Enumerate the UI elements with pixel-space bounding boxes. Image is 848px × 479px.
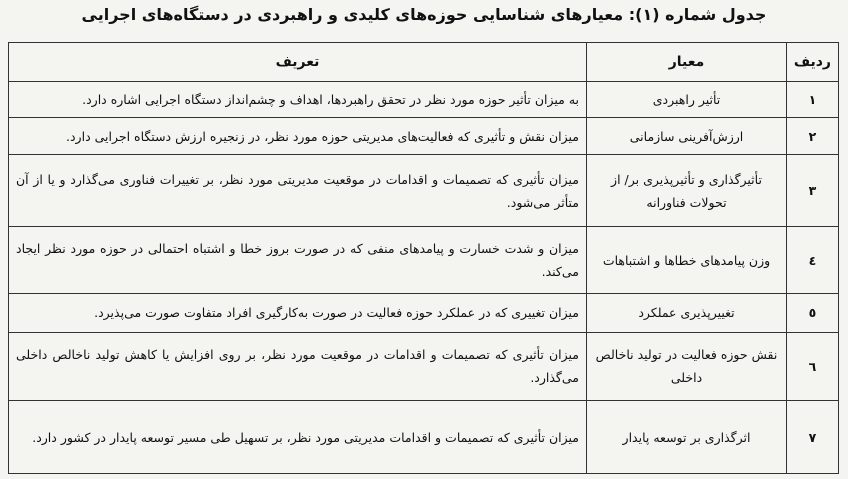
definition-cell: میزان نقش و تأثیری که فعالیت‌های مدیریتی حوزه مورد نظر، در زنجیره ارزش دستگاه اجرایی دارد.: [9, 118, 587, 154]
criteria-table: [8, 42, 839, 474]
table-row: [9, 401, 839, 474]
table-caption: جدول شماره (۱): معیارهای شناسایی حوزه‌های کلیدی و راهبردی در دستگاه‌های اجرایی: [81, 5, 767, 24]
table-row: [9, 118, 839, 154]
definition-cell: میزان و شدت خسارت و پیامدهای منفی که در صورت بروز خطا و اشتباه احتمالی در حوزه مورد نظر ایجاد می‌کند.: [9, 227, 587, 294]
table-row: [9, 332, 839, 401]
table-row: [9, 82, 839, 118]
table-row: [9, 294, 839, 332]
header-definition: تعریف: [9, 43, 587, 82]
header-criterion: معیار: [587, 43, 787, 82]
criterion-cell: تأثیرگذاری و تأثیرپذیری بر/ از تحولات فناورانه: [587, 154, 787, 227]
table-row: [9, 227, 839, 294]
definition-cell: میزان تأثیری که تصمیمات و اقدامات در موقعیت مورد نظر، بر روی افزایش یا کاهش تولید ناخالص داخلی می‌گذارد.: [9, 332, 587, 401]
criterion-cell: تغییرپذیری عملکرد: [587, 294, 787, 332]
definition-cell: میزان تغییری که در عملکرد حوزه فعالیت در صورت به‌کارگیری افراد متفاوت صورت می‌پذیرد.: [9, 294, 587, 332]
definition-cell: میزان تأثیری که تصمیمات و اقدامات در موقعیت مدیریتی مورد نظر، بر تغییرات فناوری می‌گذارد و یا از آن متأثر می‌شود.: [9, 154, 587, 227]
criterion-cell: اثرگذاری بر توسعه پایدار: [587, 401, 787, 474]
row-number: ۲: [787, 118, 839, 154]
row-number: ٤: [787, 227, 839, 294]
definition-cell: به میزان تأثیر حوزه مورد نظر در تحقق راهبردها، اهداف و چشم‌انداز دستگاه اجرایی اشاره دارد.: [9, 82, 587, 118]
row-number: ٦: [787, 332, 839, 401]
row-number: ٥: [787, 294, 839, 332]
table-row: [9, 154, 839, 227]
criterion-cell: نقش حوزه فعالیت در تولید ناخالص داخلی: [587, 332, 787, 401]
criterion-cell: وزن پیامدهای خطاها و اشتباهات: [587, 227, 787, 294]
row-number: ۳: [787, 154, 839, 227]
row-number: ۱: [787, 82, 839, 118]
row-number: ۷: [787, 401, 839, 474]
header-row: [9, 43, 839, 82]
criterion-cell: تأثیر راهبردی: [587, 82, 787, 118]
definition-cell: میزان تأثیری که تصمیمات و اقدامات مدیریتی مورد نظر، بر تسهیل طی مسیر توسعه پایدار در کشور دارد.: [9, 401, 587, 474]
criterion-cell: ارزش‌آفرینی سازمانی: [587, 118, 787, 154]
header-row-number: ردیف: [787, 43, 839, 82]
